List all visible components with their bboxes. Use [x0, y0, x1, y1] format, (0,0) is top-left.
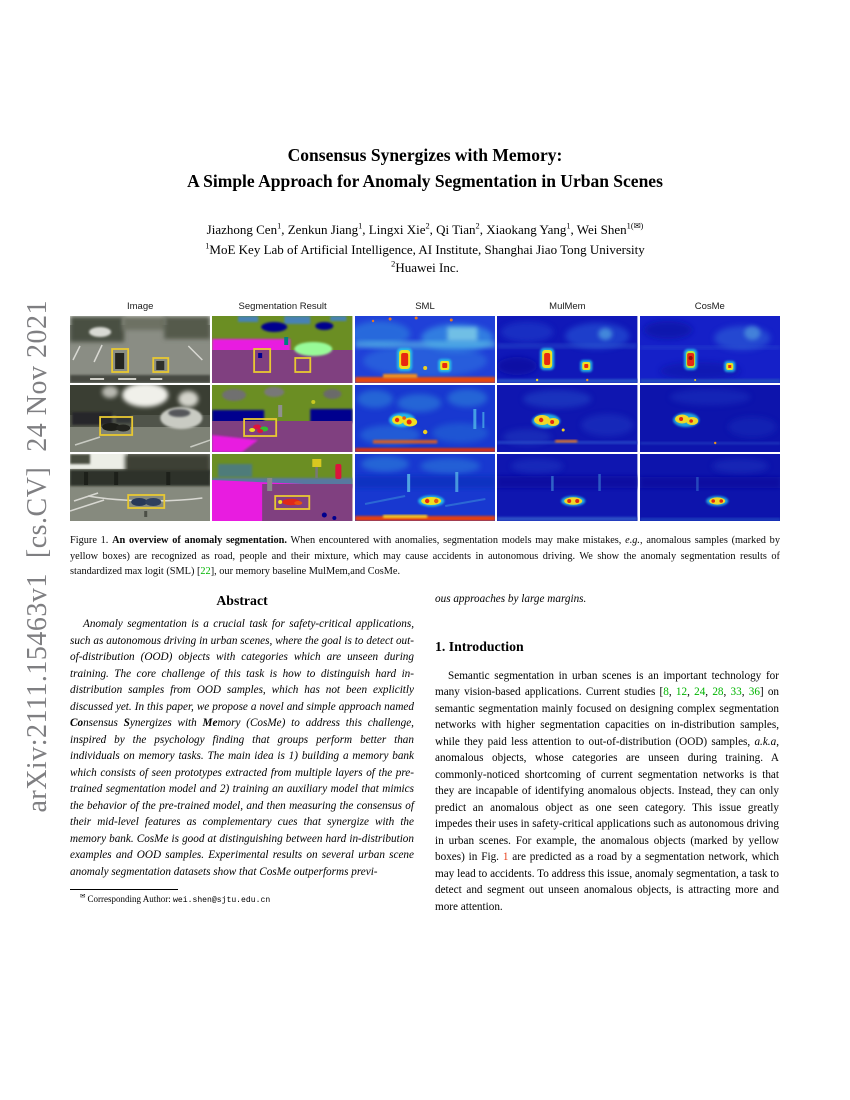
figure-panel-r2-cosme [640, 385, 780, 452]
figure-panel-r2-mulmem [497, 385, 637, 452]
paper-title-line2: A Simple Approach for Anomaly Segmentation in Urban Scenes [187, 171, 663, 191]
figure-1 [70, 316, 780, 521]
figure-col-sml: SML [415, 301, 435, 312]
figure-col-cosme: CosMe [694, 301, 725, 312]
figure-col-segmentation: Segmentation Result [238, 301, 327, 312]
abstract-heading: Abstract [216, 592, 268, 608]
footnote: ✉ Corresponding Author: wei.shen@sjtu.edu.cn [80, 893, 271, 906]
left-column [70, 591, 414, 916]
figure-panel-r2-sml [355, 385, 495, 452]
right-column [435, 591, 779, 916]
arxiv-watermark [12, 278, 64, 834]
introduction-heading: 1. Introduction [435, 639, 524, 655]
abstract-carryover: ous approaches by large margins. [435, 592, 587, 605]
figure-panel-r2-image [70, 385, 210, 452]
affiliation-2: $^2$Huawei Inc. [391, 259, 459, 275]
figure-panel-r1-cosme [640, 316, 780, 383]
figure-panel-r1-sml [355, 316, 495, 383]
figure-panel-r2-segmentation [212, 385, 352, 452]
paper-content [70, 0, 780, 915]
paper-title-line1: Consensus Synergizes with Memory: [287, 145, 563, 165]
figure-panel-r3-sml [355, 454, 495, 521]
figure-panel-r1-image [70, 316, 210, 383]
paper-body [70, 591, 780, 916]
figure-panel-r1-segmentation [212, 316, 352, 383]
footnote-rule [70, 889, 178, 890]
figure-panel-r3-cosme [640, 454, 780, 521]
introduction-paragraph: Semantic segmentation in urban scenes is an important technology for many vision-based applications. Current studies [8, 12, 24, 28, 33, 36] on semantic segmentation mainly focused on designing complex segmentation networks with higher segmentation capacities on in-distribution samples, while they paid less attention to out-of-distribution (OOD) samples, a.k.a, anomalous objects, whose categories are unseen during training. A commonly-noticed shortcoming of current segmentation networks is that they are incapable of identifying anomalous objects. Instead, they can only predict an anomalous object as one seen category. This issue greatly impedes their uses in safety-critical applications such as autonomous driving in urban scenes. For example, the anomalous objects (marked by yellow boxes) in Fig. 1 are predicted as a road by a segmentation network, which may lead to accidents. To address this issue, anomaly segmentation, a task to detect and segment out unseen anomalous objects, is attracting more and more attention. [435, 669, 780, 913]
figure-column-headers [70, 301, 780, 312]
authors-line: Jiazhong Cen$^1$, Zenkun Jiang$^1$, Lingxi Xie$^2$, Qi Tian$^2$, Xiaokang Yang$^1$, Wei Shen$^{1(✉)}$ [206, 221, 644, 237]
figure-panel-r3-segmentation [212, 454, 352, 521]
affiliations [70, 241, 780, 277]
arxiv-watermark-text: arXiv:2111.15463v1 [cs.CV] 24 Nov 2021 [22, 299, 53, 813]
figure-col-image: Image [126, 301, 154, 312]
abstract-body: Anomaly segmentation is a crucial task for safety-critical applications, such as autonomous driving in urban scenes, where the goal is to detect out-of-distribution (OOD) objects with categories which are unseen during training. The core challenge of this task is how to distinguish hard in-distribution samples from OOD samples, which has not been explicitly discussed yet. In this paper, we propose a novel and simple approach named Consensus Synergizes with Memory (CosMe) to address this challenge, inspired by the psychology finding that groups perform better than individuals on memory tasks. The main idea is 1) building a memory bank which consists of seen prototypes extracted from multiple layers of the pre-trained segmentation model and 2) training an auxiliary model that mimics the behavior of the pre-trained model, and then measuring the consensus of their mid-level features as complementary cues that synergize with the memory bank. CosMe is good at distinguishing between hard in-distribution examples and OOD samples. Experimental results on several urban scene anomaly segmentation datasets show that CosMe outperforms previ- [70, 618, 414, 878]
figure-panel-r3-image [70, 454, 210, 521]
figure-panel-r3-mulmem [497, 454, 637, 521]
affiliation-1: $^1$MoE Key Lab of Artificial Intelligence, AI Institute, Shanghai Jiao Tong University [205, 241, 645, 257]
paper-title [70, 142, 780, 194]
figure-col-mulmem: MulMem [549, 301, 586, 312]
figure-caption: Figure 1. An overview of anomaly segmentation. When encountered with anomalies, segmentation models may make mistakes, e.g., anomalous samples (marked by yellow boxes) are recognized as road, people and their mixture, which may cause accidents in autonomous driving. We show the anomaly segmentation results of standardized max logit (SML) [22], our memory baseline MulMem,and CosMe. [70, 535, 780, 578]
figure-panel-r1-mulmem [497, 316, 637, 383]
